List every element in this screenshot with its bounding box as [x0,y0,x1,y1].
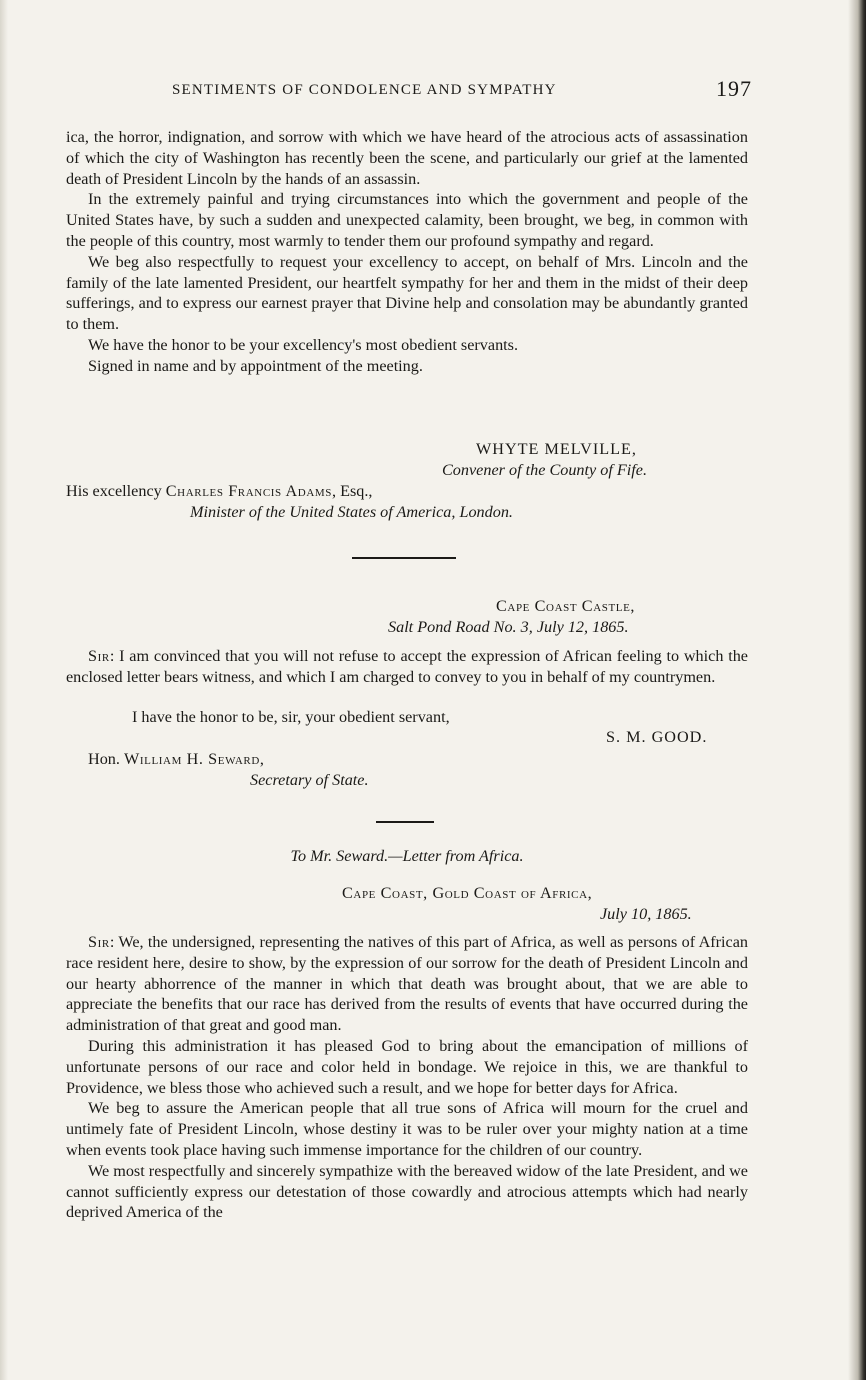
letter1-paragraph: Signed in name and by appointment of the meeting. [88,356,423,375]
letter1-paragraph: We beg also respectfully to request your excellency to accept, on behalf of Mrs. Lincoln and the family of the late lamented President, our heartfelt sympathy for her and them in the midst of their deep sufferings, and to express our earnest prayer that Divine help and consolation may be abundantly granted to them. [66,252,748,334]
addressee-prefix: His excellency [66,482,166,500]
addressee-name: William H. Seward [123,750,260,768]
addressee-prefix: Hon. [88,750,124,768]
letter3-date: July 10, 1865. [600,905,692,923]
letter2-date-line: Salt Pond Road No. 3, July 12, 1865. [388,618,629,636]
letter1-paragraph: We have the honor to be your excellency's most obedient servants. [88,335,519,354]
addressee-suffix: , [259,750,264,768]
letter1-paragraph: In the extremely painful and trying circumstances into which the government and people of the United States have, by such a sudden and unexpected calamity, been brought, we beg, in common with the people of this country, most warmly to tender them our profound sympathy and regard. [66,190,748,250]
letter2-signature: S. M. GOOD. [606,728,708,746]
addressee-name: Charles Francis Adams [165,482,332,500]
letter3-place: Cape Coast, Gold Coast of Africa, [342,884,593,902]
addressee-suffix: , Esq., [331,482,373,500]
letter2-body [66,646,748,688]
section-divider [352,557,456,559]
letter3-body [66,932,748,1223]
letter1-body [66,127,748,377]
letter3-paragraph [66,932,748,1036]
letter1-signature-name: WHYTE MELVILLE, [476,440,637,458]
letter1-paragraph: ica, the horror, indignation, and sorrow with which we have heard of the atrocious acts of assassination of which the city of Washington has recently been the scene, and particularly our grief at the lamented death of President Lincoln by the hands of an assassin. [66,128,748,188]
page-edge-shadow [848,0,866,1380]
page-header [172,76,752,110]
letter2-closing: I have the honor to be, sir, your obedient servant, [132,708,450,726]
section-divider [376,821,434,823]
salutation: Sir [88,933,110,951]
letter2-place: Cape Coast Castle, [496,597,636,615]
running-head: SENTIMENTS OF CONDOLENCE AND SYMPATHY [172,82,557,98]
letter3-paragraph: During this administration it has pleased God to bring about the emancipation of millions of unfortunate persons of our race and color held in bondage. We rejoice in this, we are thankful to Providence, we bless those who achieved such a result, and we hope for better days for Africa. [66,1036,748,1097]
letter1-addressee-title: Minister of the United States of America, London. [190,503,513,521]
page-gutter-shadow [0,0,8,1380]
letter2-body-text: : I am convinced that you will not refuse to accept the expression of African feeling to which the enclosed letter bears witness, and which I am charged to convey to you in behalf of my countrymen. [66,647,748,686]
letter2-addressee-title: Secretary of State. [250,771,369,789]
letter3-paragraph: We beg to assure the American people that all true sons of Africa will mourn for the cruel and untimely fate of President Lincoln, whose destiny it was to be ruler over your mighty nation at a time when events took place having such immense importance for the children of our country. [66,1099,748,1159]
page-number: 197 [716,76,752,101]
letter1-signature-title: Convener of the County of Fife. [442,461,647,479]
letter2-paragraph [66,646,748,688]
letter3-first-paragraph: : We, the undersigned, representing the natives of this part of Africa, as well as persons of African race resident here, desire to show, by the expression of our sorrow for the death of President Lincoln and our hearty abhorrence of the manner in which that death was brought about, that we are able to appreciate the benefits that our race has derived from the results of events that have occurred during the administration of that great and good man. [66,933,748,1035]
letter3-title: To Mr. Seward.—Letter from Africa. [290,847,524,865]
letter1-addressee [66,482,372,501]
letter2-addressee [88,750,264,769]
salutation: Sir [88,647,110,665]
letter3-paragraph: We most respectfully and sincerely sympathize with the bereaved widow of the late President, and we cannot sufficiently express our detestation of those cowardly and atrocious attempts which had nearly deprived America of the [66,1161,748,1222]
